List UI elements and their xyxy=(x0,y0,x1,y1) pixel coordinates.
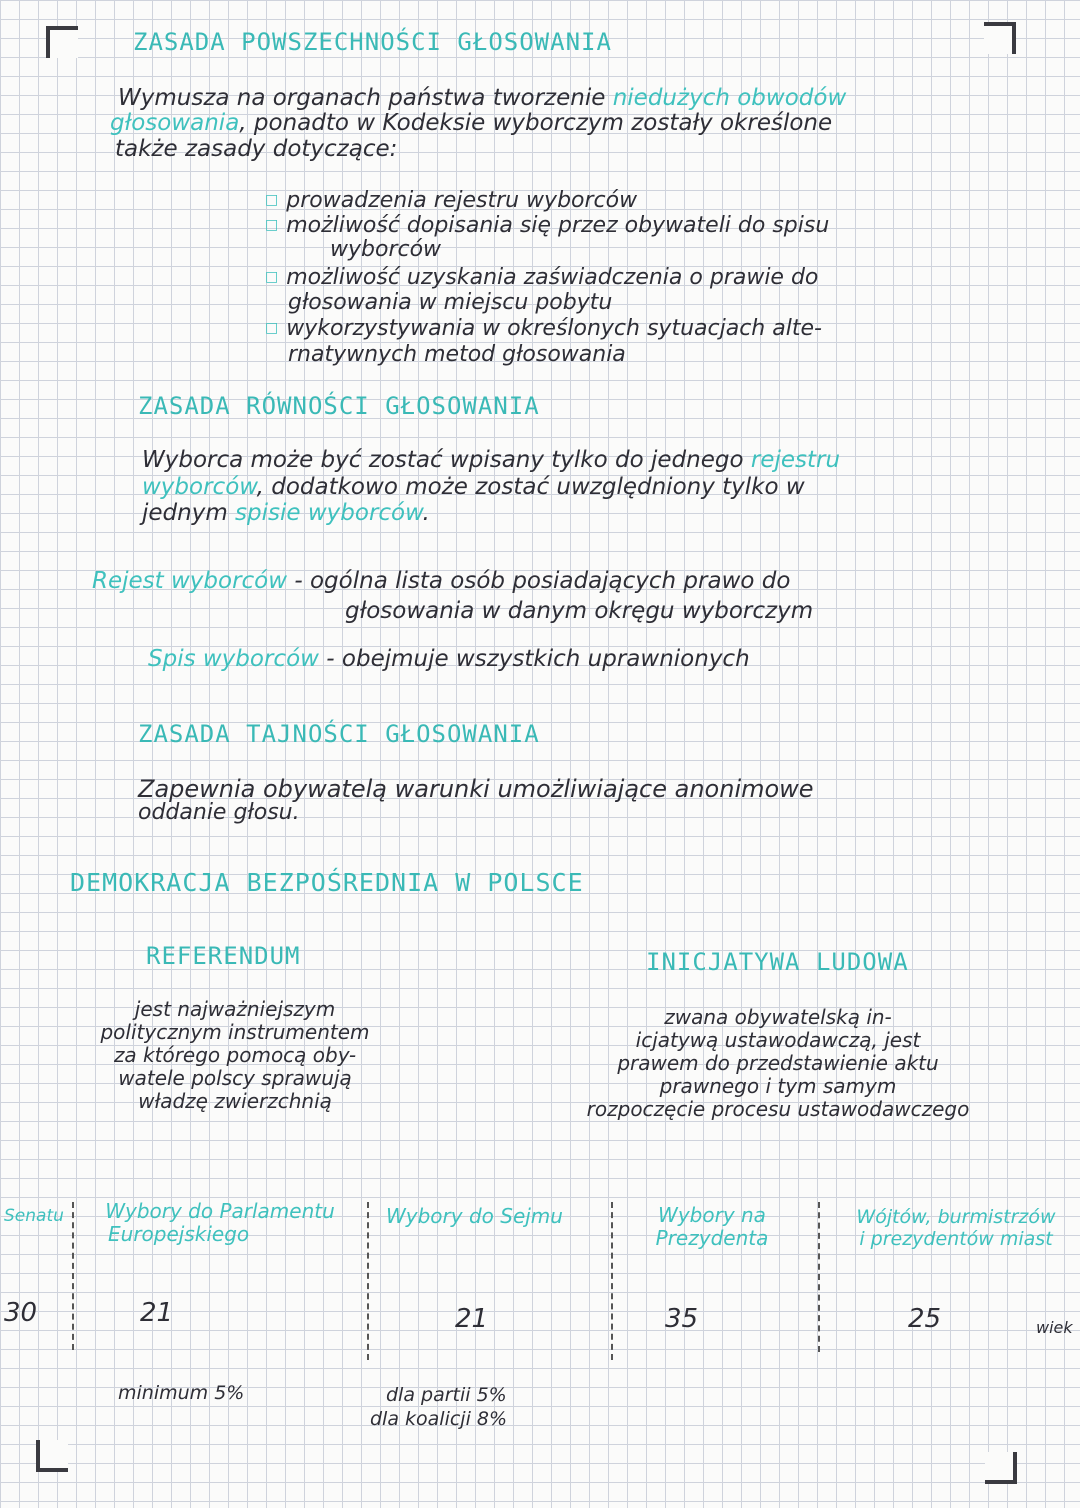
p1-line-2 xyxy=(110,110,832,136)
p2-line-2-text: , dodatkowo może zostać uwzględniony tylko w xyxy=(256,474,805,500)
heading-universality: ZASADA POWSZECHNOŚCI GŁOSOWANIA xyxy=(133,28,612,56)
p2-line-3-end: . xyxy=(422,500,430,526)
col-sejm: Wybory do Sejmu xyxy=(386,1204,563,1228)
table-divider-1 xyxy=(72,1202,74,1350)
p1-line-2-text: , ponadto w Kodeksie wyborczym zostały określone xyxy=(239,110,833,136)
def-rejestr-term: Rejest wyborców xyxy=(92,568,288,594)
col-prez-line-2: Prezydenta xyxy=(655,1226,769,1250)
age-wojtowie: 25 xyxy=(908,1304,942,1334)
col-wojt-line-2: i prezydentów miast xyxy=(859,1228,1053,1250)
age-prezydent: 35 xyxy=(665,1304,699,1334)
bullet-3-cont: głosowania w miejscu pobytu xyxy=(288,290,613,315)
p3-line-1: Zapewnia obywatelą warunki umożliwiające anonimowe xyxy=(138,775,814,803)
age-row-label: wiek xyxy=(1036,1318,1073,1337)
col-prezydent xyxy=(622,1204,802,1250)
p2-highlight-spisie: spisie wyborców xyxy=(235,500,423,526)
age-parlament-europejski: 21 xyxy=(140,1298,174,1328)
p2-line-2 xyxy=(142,474,805,500)
col-wojtowie xyxy=(836,1206,1076,1250)
p2-highlight-wyborcow: wyborców xyxy=(142,474,257,500)
threshold-parlament-europejski: minimum 5% xyxy=(118,1382,245,1404)
bullet-4: □ wykorzystywania w określonych sytuacjach alte- xyxy=(265,316,822,341)
p1-line-1-text: Wymusza na organach państwa tworzenie xyxy=(118,85,606,111)
col-pe-line-2: Europejskiego xyxy=(108,1222,250,1246)
p1-line-3: także zasady dotyczące: xyxy=(115,136,398,162)
p2-line-3-text: jednym xyxy=(142,500,228,526)
initiative-line-3: prawem do przedstawienie aktu xyxy=(617,1051,939,1075)
p2-highlight-rejestru: rejestru xyxy=(750,447,841,473)
p2-line-3 xyxy=(142,500,430,526)
referendum-line-4: watele polscy sprawują xyxy=(118,1066,352,1090)
heading-equality: ZASADA RÓWNOŚCI GŁOSOWANIA xyxy=(138,392,540,420)
referendum-line-5: władzę zwierzchnią xyxy=(138,1089,332,1113)
col-senat: Senatu xyxy=(4,1206,64,1226)
initiative-text xyxy=(548,1006,1008,1121)
initiative-line-2: icjatywą ustawodawczą, jest xyxy=(635,1028,921,1052)
referendum-line-2: politycznym instrumentem xyxy=(100,1020,370,1044)
initiative-line-5: rozpoczęcie procesu ustawodawczego xyxy=(586,1097,970,1121)
bullet-1: □ prowadzenia rejestru wyborców xyxy=(265,188,637,213)
def-spis-text: - obejmuje wszystkich uprawnionych xyxy=(326,646,750,672)
p2-line-1 xyxy=(142,447,840,473)
table-divider-4 xyxy=(818,1202,820,1352)
col-pe-line-1: Wybory do Parlamentu xyxy=(105,1199,335,1223)
def-spis xyxy=(148,646,750,672)
col-prez-line-1: Wybory na xyxy=(658,1203,766,1227)
initiative-line-1: zwana obywatelską in- xyxy=(664,1005,892,1029)
col-wojt-line-1: Wójtów, burmistrzów xyxy=(856,1206,1056,1228)
p1-line-1 xyxy=(118,85,846,111)
p2-line-1-text: Wyborca może być zostać wpisany tylko do jednego xyxy=(142,447,744,473)
corner-mark-bottom-right xyxy=(985,1452,1017,1484)
corner-mark-bottom-left xyxy=(36,1440,68,1472)
heading-direct-democracy: DEMOKRACJA BEZPOŚREDNIA W POLSCE xyxy=(70,868,584,897)
heading-secrecy: ZASADA TAJNOŚCI GŁOSOWANIA xyxy=(138,720,540,748)
table-divider-3 xyxy=(611,1202,613,1360)
bullet-2: □ możliwość dopisania się przez obywateli do spisu xyxy=(265,213,829,238)
initiative-line-4: prawnego i tym samym xyxy=(659,1074,897,1098)
initiative-title: INICJATYWA LUDOWA xyxy=(646,948,909,976)
col-parlament-europejski xyxy=(80,1200,360,1246)
bullet-4-cont: rnatywnych metod głosowania xyxy=(288,342,626,367)
age-sejm: 21 xyxy=(455,1304,489,1334)
referendum-line-1: jest najważniejszym xyxy=(134,997,336,1021)
corner-mark-top-right xyxy=(984,22,1016,54)
p1-highlight-obwody: niedużych obwodów xyxy=(612,85,847,111)
def-rejestr-cont: głosowania w danym okręgu wyborczym xyxy=(345,598,814,624)
referendum-line-3: za którego pomocą oby- xyxy=(113,1043,357,1067)
def-spis-term: Spis wyborców xyxy=(148,646,319,672)
bullet-2-cont: wyborców xyxy=(330,237,442,262)
referendum-text xyxy=(45,998,425,1113)
table-divider-2 xyxy=(367,1202,369,1360)
threshold-sejm-partie: dla partii 5% xyxy=(386,1384,507,1406)
def-rejestr-text: - ogólna lista osób posiadających prawo do xyxy=(294,568,791,594)
referendum-title: REFERENDUM xyxy=(146,942,301,970)
age-senat: 30 xyxy=(4,1298,38,1328)
threshold-sejm-koalicje: dla koalicji 8% xyxy=(370,1408,508,1430)
def-rejestr xyxy=(92,568,790,594)
bullet-3: □ możliwość uzyskania zaświadczenia o prawie do xyxy=(265,265,818,290)
p1-highlight-glosowania: głosowania xyxy=(110,110,240,136)
corner-mark-top-left xyxy=(46,26,78,58)
p3-line-2: oddanie głosu. xyxy=(138,800,300,825)
